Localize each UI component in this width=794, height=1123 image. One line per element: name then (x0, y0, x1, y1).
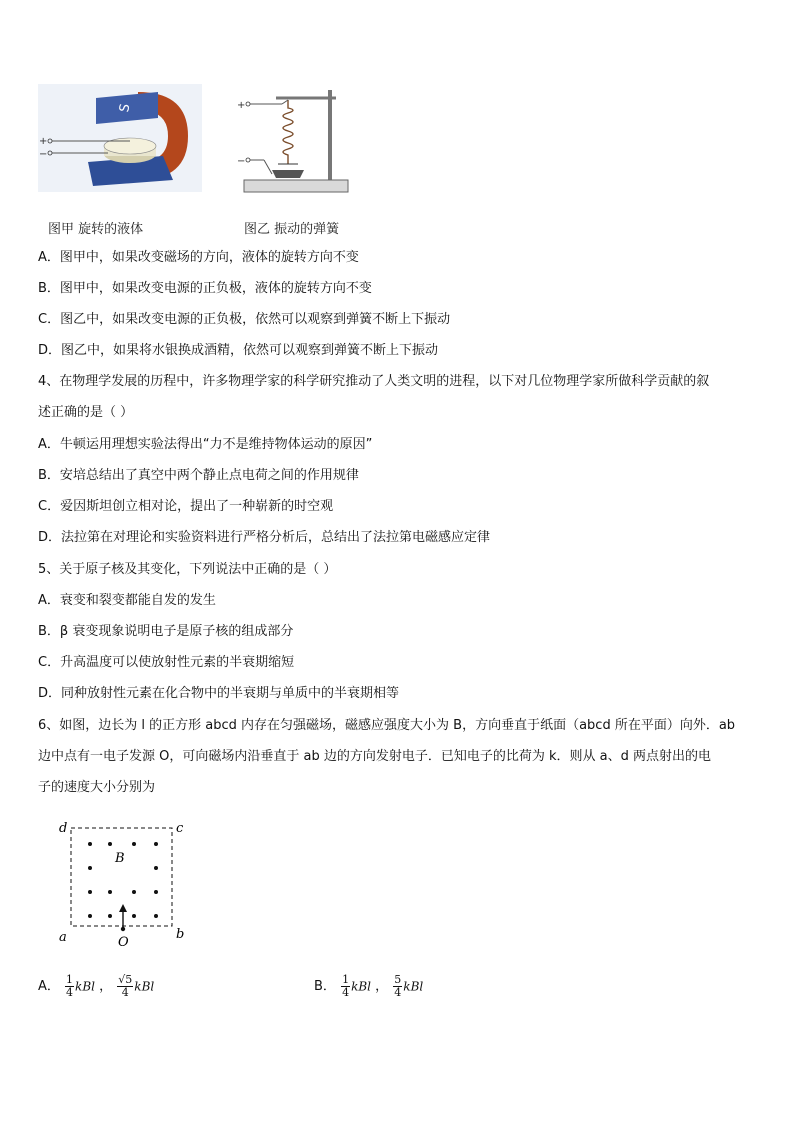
minus-terminal-a: − (39, 149, 48, 160)
plus-terminal-b: + (237, 100, 246, 111)
q5-option-d: D．同种放射性元素在化合物中的半衰期与单质中的半衰期相等 (38, 686, 400, 701)
corner-label-c: c (176, 821, 184, 836)
field-label-b: B (115, 851, 125, 866)
figure-vibrating-spring (236, 84, 358, 196)
fraction-b2: $\frac{5}{4}$ (394, 973, 402, 999)
q6-stem-line2: 边中点有一电子发源 O，可向磁场内沿垂直于 ab 边的方向发射电子．已知电子的比荷为 k．则从 a、d 两点射出的电 (38, 749, 711, 764)
q5-stem: 5、关于原子核及其变化，下列说法中正确的是（ ） (38, 562, 337, 577)
q6-stem-line1: 6、如图，边长为 l 的正方形 abcd 内存在匀强磁场，磁感应强度大小为 B，方向垂直于纸面（abcd 所在平面）向外．ab (38, 718, 736, 733)
corner-label-b: b (176, 927, 185, 942)
q4-stem-line2: 述正确的是（ ） (38, 405, 134, 420)
q4-stem-line1: 4、在物理学发展的历程中，许多物理学家的科学研究推动了人类文明的进程，以下对几位物理学家所做科学贡献的叙 (38, 374, 710, 389)
fraction-a2: $\frac{√5}{4}$ (118, 973, 133, 999)
q4-option-d: D．法拉第在对理论和实验资料进行严格分析后，总结出了法拉第电磁感应定律 (38, 530, 491, 545)
fraction-a1: $\frac{1}{4}$ (66, 973, 74, 999)
q4-option-b: B．安培总结出了真空中两个静止点电荷之间的作用规律 (38, 468, 359, 483)
q4-option-c: C．爱因斯坦创立相对论，提出了一种崭新的时空观 (38, 499, 334, 514)
option-b-label: B． (314, 979, 336, 994)
figure-rotating-liquid (38, 84, 202, 192)
source-label-o: O (118, 935, 129, 950)
fraction-b1: $\frac{1}{4}$ (342, 973, 350, 999)
q3-option-c: C．图乙中，如果改变电源的正负极，依然可以观察到弹簧不断上下振动 (38, 312, 451, 327)
q5-option-b: B．β 衰变现象说明电子是原子核的组成部分 (38, 624, 294, 639)
q5-option-c: C．升高温度可以使放射性元素的半衰期缩短 (38, 655, 295, 670)
corner-label-d: d (59, 821, 68, 836)
q6-option-a: A． $\frac{1}{4}$ kBl ， $\frac{√5}{4}$ kBl (38, 973, 155, 999)
q3-option-d: D．图乙中，如果将水银换成酒精，依然可以观察到弹簧不断上下振动 (38, 343, 439, 358)
q6-stem-line3: 子的速度大小分别为 (38, 780, 156, 795)
q3-option-a: A．图甲中，如果改变磁场的方向，液体的旋转方向不变 (38, 250, 359, 265)
corner-label-a: a (59, 930, 67, 945)
q3-option-b: B．图甲中，如果改变电源的正负极，液体的旋转方向不变 (38, 281, 372, 296)
minus-terminal-b: − (237, 156, 246, 167)
q4-option-a: A．牛顿运用理想实验法得出“力不是维持物体运动的原因” (38, 437, 373, 452)
option-a-label: A． (38, 979, 60, 994)
magnetic-field-diagram (54, 818, 194, 953)
magnet-pole-label: S (117, 102, 134, 114)
q6-option-b: B． $\frac{1}{4}$ kBl ， $\frac{5}{4}$ kBl (314, 973, 424, 999)
source-point-o (121, 927, 125, 931)
plus-terminal-a: + (39, 136, 48, 147)
q5-option-a: A．衰变和裂变都能自发的发生 (38, 593, 216, 608)
caption-figure-a: 图甲 旋转的液体 (48, 222, 144, 237)
caption-figure-b: 图乙 振动的弹簧 (244, 222, 340, 237)
